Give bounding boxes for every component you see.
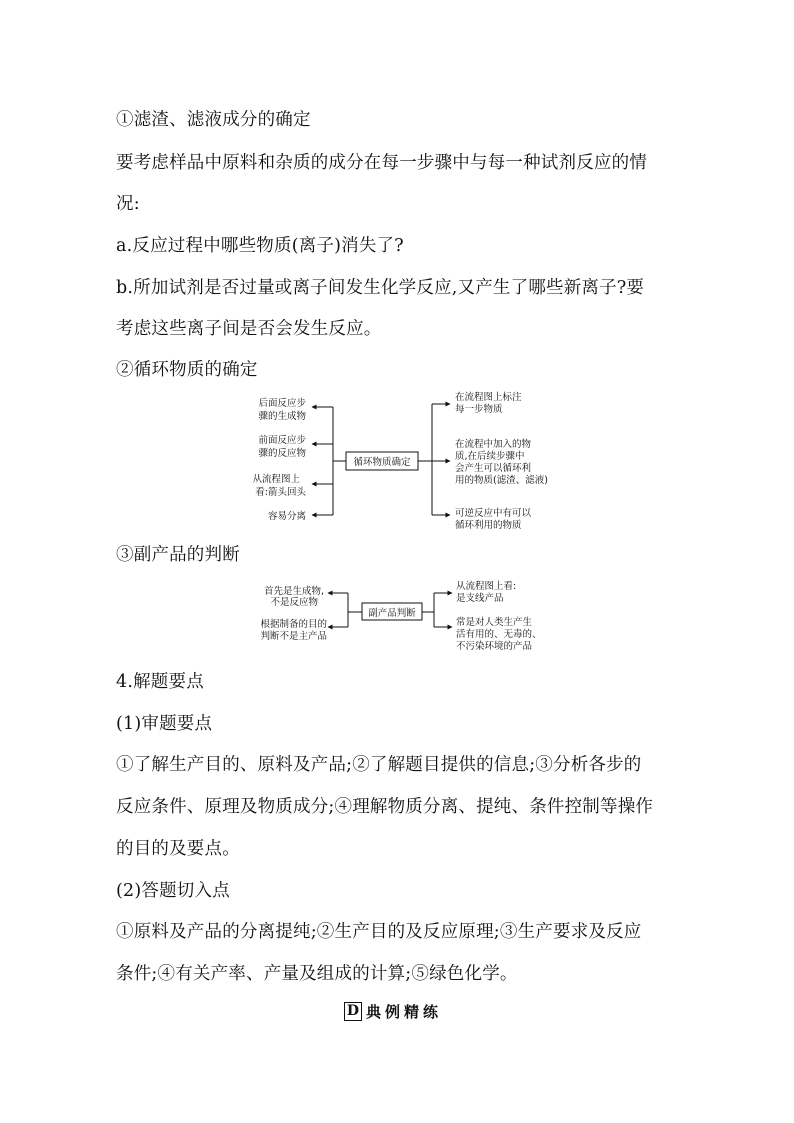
left-node-line: 骤的反应物 [258,448,306,459]
right-node-line: 循环利用的物质 [455,520,522,531]
section-title-byproduct: ③副产品的判断 [116,545,240,565]
paragraph-line: 条件;④有关产率、产量及组成的计算;⑤绿色化学。 [116,964,518,984]
section-title-key-points: 4.解题要点 [116,672,204,692]
section-title-recycle: ②循环物质的确定 [116,360,258,380]
d-badge-icon: D [344,1002,362,1021]
byproduct-center-label: 副产品判断 [368,608,416,619]
left-node-line: 骤的生成物 [258,411,306,422]
heading-text: 典例精练 [366,1003,443,1021]
right-node-line: 用的物质(滤渣、滤液) [455,475,548,486]
list-item-a: a.反应过程中哪些物质(离子)消失了? [116,236,404,256]
paragraph-line: ①了解生产目的、原料及产品;②了解题目提供的信息;③分析各步的 [116,755,642,775]
left-node-line: 后面反应步 [258,398,306,409]
right-node-line: 常是对人类生产生 [456,617,533,628]
right-node-line: 活有用的、无毒的、 [456,629,542,640]
paragraph-line: 况: [116,194,140,214]
right-node-line: 质,在后续步骤中 [455,451,525,462]
right-node-line: 是支线产品 [456,593,504,604]
right-node-line: 从流程图上看: [456,581,517,592]
right-node-line: 不污染环境的产品 [456,641,533,652]
right-node-line: 可逆反应中有可以 [455,508,532,519]
section-title-filter-residue: ①滤渣、滤液成分的确定 [116,110,311,130]
list-item-b-continued: 考虑这些离子间是否会发生反应。 [116,319,382,339]
example-exercise-heading [344,1001,442,1022]
right-node-line: 会产生可以循环利 [455,463,532,474]
subsection-title-answering: (2)答题切入点 [116,881,230,901]
paragraph-line: 反应条件、原理及物质成分;④理解物质分离、提纯、条件控制等操作 [116,797,654,817]
right-node-line: 在流程图上标注 [455,392,522,403]
diagram-center-label: 循环物质确定 [353,457,411,468]
left-node-line: 不是反应物 [270,597,318,608]
left-node-line: 首先是生成物, [263,586,324,597]
left-node-line: 判断不是主产品 [260,631,327,642]
left-node-line: 根据制备的目的 [260,619,327,630]
right-node-line: 每一步物质 [455,404,503,415]
left-node-line: 前面反应步 [258,435,306,446]
list-item-b: b.所加试剂是否过量或离子间发生化学反应,又产生了哪些新离子?要 [116,278,645,298]
paragraph-line: ①原料及产品的分离提纯;②生产目的及反应原理;③生产要求及反应 [116,922,642,942]
left-node-line: 看:箭头回头 [255,487,306,498]
paragraph-line: 要考虑样品中原料和杂质的成分在每一步骤中与每一种试剂反应的情 [116,153,647,173]
paragraph-line: 的目的及要点。 [116,839,240,859]
left-node-line: 从流程图上 [252,474,300,485]
right-node-line: 在流程中加入的物 [455,439,532,450]
left-node-line: 容易分离 [267,511,306,522]
subsection-title-reading: (1)审题要点 [116,714,213,734]
